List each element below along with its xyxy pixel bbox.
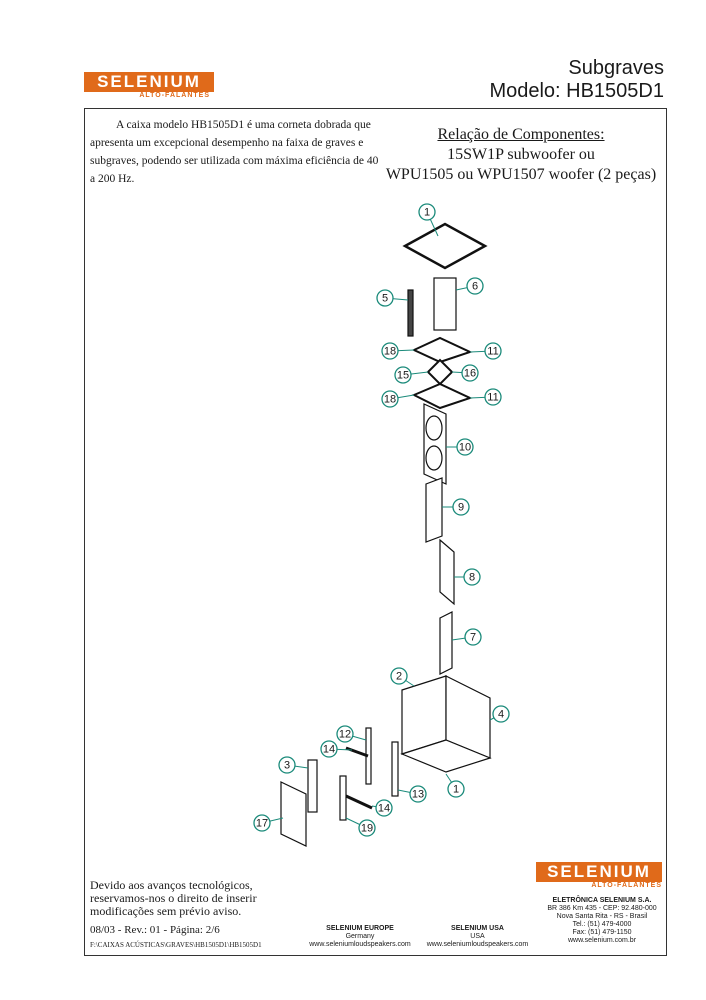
address-europe: [290, 925, 430, 949]
callout-number: 13: [411, 788, 425, 801]
callout-number: 14: [322, 743, 336, 756]
components-line-1: 15SW1P subwoofer ou: [447, 146, 595, 163]
logo-tagline: ALTO-FALANTES: [139, 92, 210, 99]
callout-number: 3: [283, 759, 291, 772]
europe-country: Germany: [345, 933, 375, 940]
europe-name: SELENIUM EUROPE: [326, 925, 394, 932]
brazil-tel: Tel.: (51) 479-4000: [572, 921, 632, 928]
callout-number: 4: [497, 708, 505, 721]
address-usa: [420, 925, 535, 949]
brazil-name: ELETRÔNICA SELENIUM S.A.: [552, 897, 652, 904]
usa-country: USA: [470, 933, 485, 940]
callout-number: 12: [338, 728, 352, 741]
part-13-strip: [392, 742, 398, 796]
notice-text: Devido aos avanços tecnológicos, reservamos-nos o direito de inserir modificações sem prévio aviso.: [90, 878, 257, 918]
logo-wordmark: SELENIUM: [84, 72, 214, 92]
part-7-panel: [440, 612, 452, 674]
callout-number: 15: [396, 369, 410, 382]
logo-tagline: ALTO-FALANTES: [591, 882, 662, 889]
part-3-strip: [308, 760, 317, 812]
address-brazil: [540, 897, 664, 945]
callout-number: 16: [463, 367, 477, 380]
part-14-rod-2: [346, 796, 372, 808]
callout-number: 8: [468, 571, 476, 584]
file-path: F:\CAIXAS ACÚSTICAS\GRAVES\HB1505D1\HB1505D1: [90, 941, 262, 949]
part-19-strip: [340, 776, 346, 820]
category-title: Subgraves: [568, 57, 664, 79]
callout-number: 7: [469, 631, 477, 644]
brazil-line-1: BR 386 Km 435 - CEP: 92.480-000: [547, 905, 657, 912]
callout-number: 11: [487, 345, 499, 358]
callout-number: 2: [395, 670, 403, 683]
part-1-top-panel: [405, 224, 485, 268]
brazil-fax: Fax: (51) 479-1150: [572, 929, 632, 936]
part-15-16-brace: [428, 360, 452, 384]
callout-number: 9: [457, 501, 465, 514]
usa-name: SELENIUM USA: [451, 925, 504, 932]
callout-number: 11: [487, 391, 499, 404]
callout-number: 10: [458, 441, 472, 454]
callout-number: 6: [471, 280, 479, 293]
callout-number: 5: [381, 292, 389, 305]
europe-site: www.seleniumloudspeakers.com: [309, 941, 411, 948]
usa-site: www.seleniumloudspeakers.com: [426, 941, 529, 948]
components-line-2: WPU1505 ou WPU1507 woofer (2 peças): [385, 166, 657, 183]
part-18-lower-baffle: [414, 384, 470, 408]
callout-number: 18: [383, 393, 397, 406]
callout-number: 1: [423, 206, 431, 219]
callout-number: 19: [360, 822, 374, 835]
logo-wordmark: SELENIUM: [536, 862, 662, 882]
speaker-cutout-1: [426, 416, 442, 440]
selenium-logo-bottom: [536, 862, 662, 889]
callout-number: 14: [377, 802, 391, 815]
callout-number: 17: [255, 817, 269, 830]
part-9-panel: [426, 478, 442, 542]
model-title: Modelo: HB1505D1: [489, 80, 664, 102]
part-8-panel: [440, 540, 454, 604]
callout-number: 18: [383, 345, 397, 358]
brazil-site: www.selenium.com.br: [567, 937, 637, 944]
revision-info: 08/03 - Rev.: 01 - Página: 2/6: [90, 924, 220, 936]
components-title: Relação de Componentes:: [437, 126, 605, 143]
part-18-upper-baffle: [414, 338, 470, 362]
part-5-strip: [408, 290, 413, 336]
part-17-panel: [281, 782, 306, 846]
intro-paragraph: A caixa modelo HB1505D1 é uma corneta dobrada que apresenta um excepcional desempenho na faixa de graves e subgraves, podendo ser utilizada com máxima eficiência de 40 a 200 Hz.: [90, 119, 379, 185]
part-14-rod-1: [346, 748, 368, 756]
speaker-cutout-2: [426, 446, 442, 470]
callout-number: 1: [452, 783, 460, 796]
part-6-panel: [434, 278, 456, 330]
brazil-line-2: Nova Santa Rita - RS - Brasil: [556, 913, 648, 920]
